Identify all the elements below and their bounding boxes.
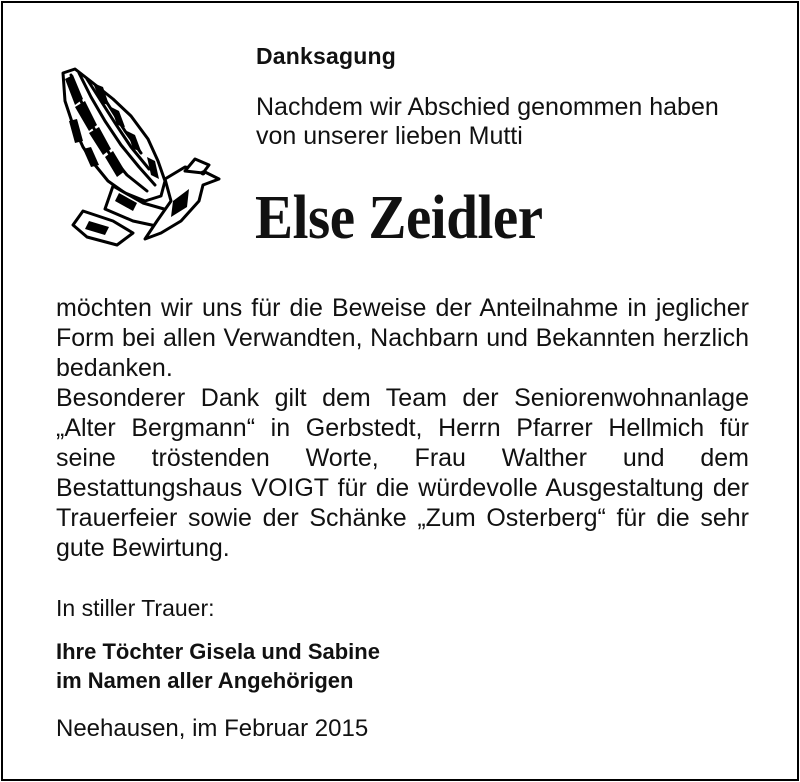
signer-line: im Namen aller Angehörigen [56,668,354,693]
place-date: Neehausen, im Februar 2015 [56,715,369,742]
intro-line: von unserer lieben Mutti [256,122,523,150]
praying-hands-dove-icon [53,61,223,256]
heading-title: Danksagung [256,43,397,69]
body-text [56,293,749,563]
body-paragraph-special-thanks: Besonderer Dank gilt dem Team der Seniorenwohnanlage „Alter Bergmann“ in Gerbstedt, Herrn Pfarrer Hellmich für seine tröstenden Worte, Frau Walther und dem Bestattungshaus VOIGT für die würdevolle Ausgestaltung der Trauerfeier sowie der Schänke „Zum Osterberg“ für die sehr gute Bewirtung. [56,384,749,562]
intro-text [256,93,776,151]
body-paragraph-thanks: möchten wir uns für die Beweise der Anteilnahme in jeglicher Form bei allen Verwandten, Nachbarn und Bekannten herzlich bedanken. [56,294,749,382]
deceased-name: Else Zeidler [255,184,543,252]
signer-line: Ihre Töchter Gisela und Sabine [56,639,380,664]
signers [56,637,380,695]
mourning-line: In stiller Trauer: [56,595,215,621]
obituary-card [1,1,799,781]
intro-line: Nachdem wir Abschied genommen haben [256,93,719,121]
